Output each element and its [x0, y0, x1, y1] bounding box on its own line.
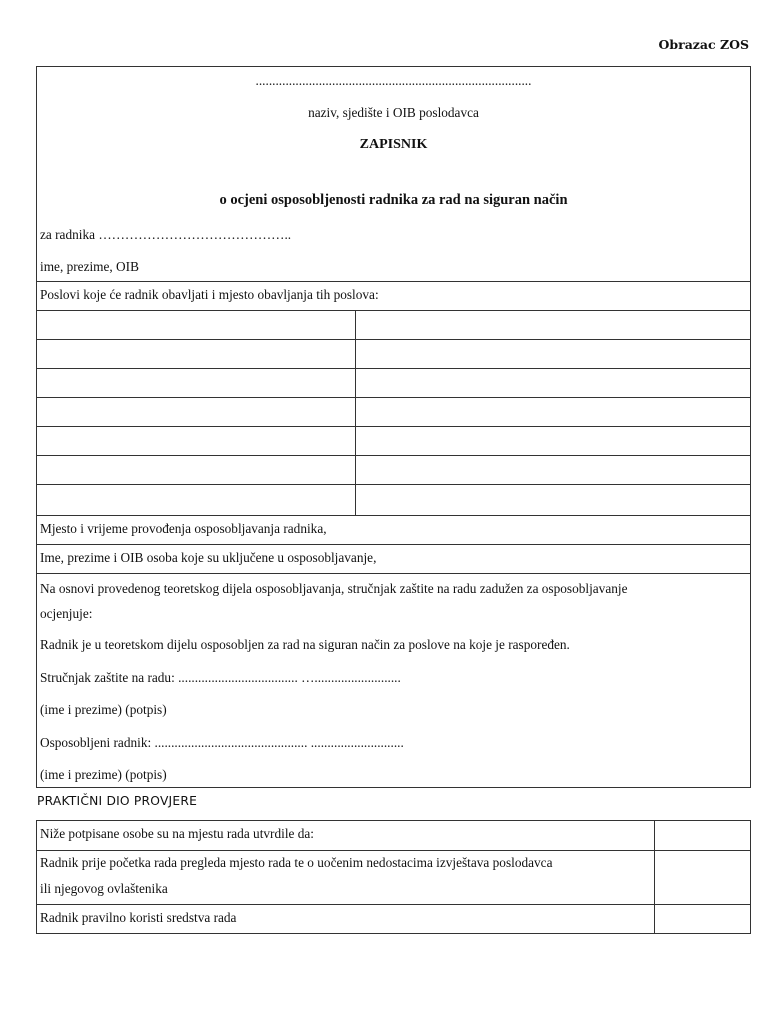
- jobs-row: [37, 397, 750, 427]
- place-time-label: Mjesto i vrijeme provođenja osposobljavanja radnika,: [40, 521, 327, 536]
- jobs-label: Poslovi koje će radnik obavljati i mjesto obavljanja tih poslova:: [40, 287, 379, 302]
- trained-worker-line: Osposobljeni radnik: .............................................. ............................: [40, 735, 404, 750]
- worker-caption: ime, prezime, OIB: [40, 259, 139, 274]
- document-subtitle: o ocjeni osposobljenosti radnika za rad na siguran način: [219, 192, 568, 208]
- employer-caption: naziv, sjedište i OIB poslodavca: [308, 105, 479, 120]
- jobs-row: [37, 368, 750, 398]
- worker-line: za radnika ……………………………………..: [40, 227, 292, 242]
- employer-dots: ...................................................................................: [255, 73, 532, 88]
- jobs-row: [37, 339, 750, 369]
- persons-row: [37, 544, 750, 574]
- jobs-row: [37, 426, 750, 456]
- practical-row-3: [37, 904, 750, 933]
- trained-worker-caption: (ime i prezime) (potpis): [40, 767, 167, 782]
- assessment-statement: Radnik je u teoretskom dijelu osposobljen za rad na siguran način za poslove na koje je raspoređen.: [40, 637, 570, 652]
- practical-row-2: [37, 850, 750, 905]
- form-code: Obrazac ZOS: [658, 37, 749, 52]
- practical-table: [36, 820, 751, 934]
- persons-label: Ime, prezime i OIB osoba koje su uključene u osposobljavanje,: [40, 550, 377, 565]
- jobs-row: [37, 484, 750, 516]
- jobs-row: [37, 310, 750, 340]
- practical-row-2-line-1: Radnik prije početka rada pregleda mjesto rada te o uočenim nedostacima izvještava poslodavca: [40, 855, 553, 870]
- place-time-row: [37, 515, 750, 545]
- assessment-line-1: Na osnovi provedenog teoretskog dijela osposobljavanja, stručnjak zaštite na radu zadužen za osposobljavanje: [40, 581, 628, 596]
- practical-section-title: PRAKTIČNI DIO PROVJERE: [37, 794, 198, 808]
- jobs-row: [37, 455, 750, 485]
- assessment-line-2: ocjenjuje:: [40, 606, 93, 621]
- record-form: [36, 66, 751, 788]
- expert-signature-line: Stručnjak zaštite na radu: .................................... …..........................: [40, 670, 401, 685]
- expert-caption: (ime i prezime) (potpis): [40, 702, 167, 717]
- jobs-label-row: [37, 281, 750, 311]
- assessment-block: [37, 573, 750, 787]
- practical-row-3-label: Radnik pravilno koristi sredstva rada: [40, 910, 237, 925]
- document-title: ZAPISNIK: [359, 137, 428, 152]
- practical-row-2-line-2: ili njegovog ovlaštenika: [40, 881, 168, 896]
- practical-row-1: Niže potpisane osobe su na mjestu rada utvrdile da:: [40, 826, 314, 841]
